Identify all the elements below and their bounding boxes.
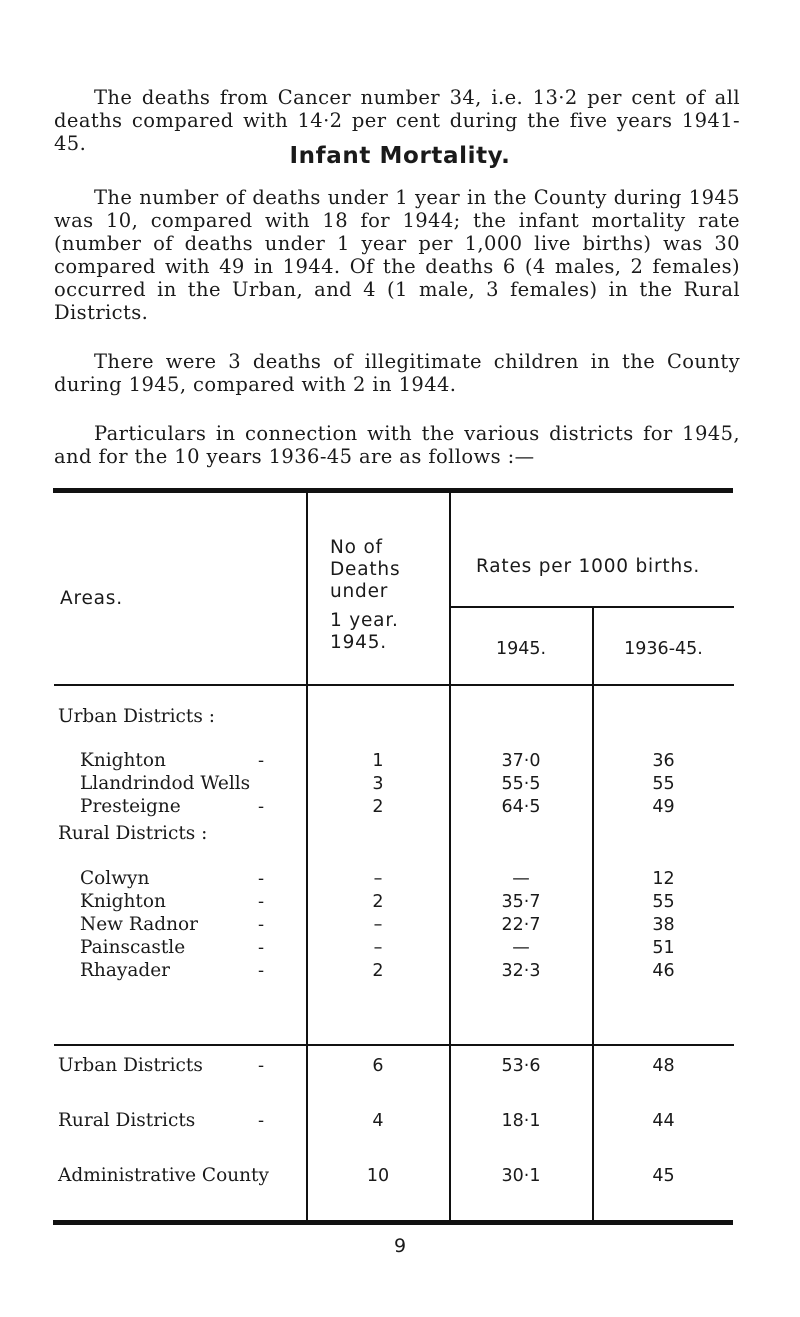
leader-dash: - <box>258 1110 265 1131</box>
deaths-value: 4 <box>372 1111 384 1131</box>
particulars-paragraph: Particulars in connection with the various districts for 1945, and for the 10 years 1936-45 are as follows :— <box>54 422 740 468</box>
deaths-value: 2 <box>372 961 384 981</box>
rate-decade-value: 44 <box>652 1111 675 1131</box>
deaths-value: 3 <box>372 774 384 794</box>
area-name: Llandrindod Wells <box>80 773 251 794</box>
area-name: New Radnor <box>80 914 198 935</box>
deaths-value: 2 <box>372 797 384 817</box>
areas-header: Areas. <box>60 588 123 609</box>
rate-1945-value: — <box>512 869 530 889</box>
totals-top-rule <box>54 1044 734 1046</box>
cancer-paragraph: The deaths from Cancer number 34, i.e. 13·2 per cent of all deaths compared with 14·2 per cent during the five years 1941-45. <box>54 86 740 155</box>
page-number: 9 <box>393 1235 407 1257</box>
area-name: Presteigne <box>80 796 181 817</box>
rate-decade-value: 49 <box>652 797 675 817</box>
leader-dash: - <box>258 1055 265 1076</box>
rural-section-label: Rural Districts : <box>58 823 208 844</box>
deaths-header-line: 1945. <box>330 632 387 653</box>
deaths-header-line: No of <box>330 537 383 558</box>
area-name: Administrative County <box>58 1165 269 1186</box>
area-name: Colwyn <box>80 868 150 889</box>
rate-1945-value: — <box>512 938 530 958</box>
deaths-value: – <box>373 869 383 889</box>
area-name: Knighton <box>80 891 166 912</box>
rate-1945-value: 22·7 <box>501 915 541 935</box>
rate-decade-value: 48 <box>652 1056 675 1076</box>
rate-1945-value: 55·5 <box>501 774 541 794</box>
illegitimate-paragraph: There were 3 deaths of illegitimate children in the County during 1945, compared with 2 in 1944. <box>54 350 740 396</box>
deaths-value: 6 <box>372 1056 384 1076</box>
rate-1945-header: 1945. <box>495 639 547 659</box>
table-top-rule <box>53 488 733 493</box>
section-heading: Infant Mortality. <box>289 143 511 169</box>
rate-decade-value: 12 <box>652 869 675 889</box>
rate-1945-value: 35·7 <box>501 892 541 912</box>
rate-1945-value: 30·1 <box>501 1166 541 1186</box>
leader-dash: - <box>258 960 265 981</box>
deaths-header-line: Deaths <box>330 559 401 580</box>
leader-dash: - <box>258 937 265 958</box>
rate-decade-value: 55 <box>652 774 675 794</box>
deaths-value: 10 <box>366 1166 390 1186</box>
rate-1945-value: 37·0 <box>501 751 541 771</box>
rate-1945-value: 18·1 <box>501 1111 541 1131</box>
deaths-value: 1 <box>372 751 384 771</box>
rate-1945-value: 53·6 <box>501 1056 541 1076</box>
area-name: Rhayader <box>80 960 170 981</box>
area-name: Urban Districts <box>58 1055 203 1076</box>
rate-decade-header: 1936-45. <box>624 639 703 659</box>
table-bottom-rule <box>53 1220 733 1225</box>
leader-dash: - <box>258 891 265 912</box>
rate-decade-value: 55 <box>652 892 675 912</box>
deaths-value: – <box>373 938 383 958</box>
rates-header-rule <box>449 606 734 608</box>
leader-dash: - <box>258 796 265 817</box>
rate-decade-value: 46 <box>652 961 675 981</box>
deaths-value: – <box>373 915 383 935</box>
leader-dash: - <box>258 914 265 935</box>
leader-dash: - <box>258 750 265 771</box>
area-name: Rural Districts <box>58 1110 196 1131</box>
rate-1945-value: 32·3 <box>501 961 541 981</box>
rate-decade-value: 38 <box>652 915 675 935</box>
leader-dash: - <box>258 868 265 889</box>
urban-section-label: Urban Districts : <box>58 706 215 727</box>
deaths-header-line: under <box>330 581 389 602</box>
rates-header: Rates per 1000 births. <box>476 556 701 577</box>
area-name: Knighton <box>80 750 166 771</box>
deaths-value: 2 <box>372 892 384 912</box>
header-bottom-rule <box>54 684 734 686</box>
rate-decade-value: 45 <box>652 1166 675 1186</box>
area-name: Painscastle <box>80 937 186 958</box>
rate-1945-value: 64·5 <box>501 797 541 817</box>
rate-decade-value: 51 <box>652 938 675 958</box>
rate-decade-value: 36 <box>652 751 675 771</box>
infant-mortality-paragraph: The number of deaths under 1 year in the County during 1945 was 10, compared with 18 for 1944; the infant mortality rate (number of deaths under 1 year per 1,000 live births) was 30 compared with 49 in 1944. Of the deaths 6 (4 males, 2 females) occurred in the Urban, and 4 (1 male, 3 females) in the Rural Districts. <box>54 186 740 324</box>
deaths-header-line: 1 year. <box>330 610 399 631</box>
